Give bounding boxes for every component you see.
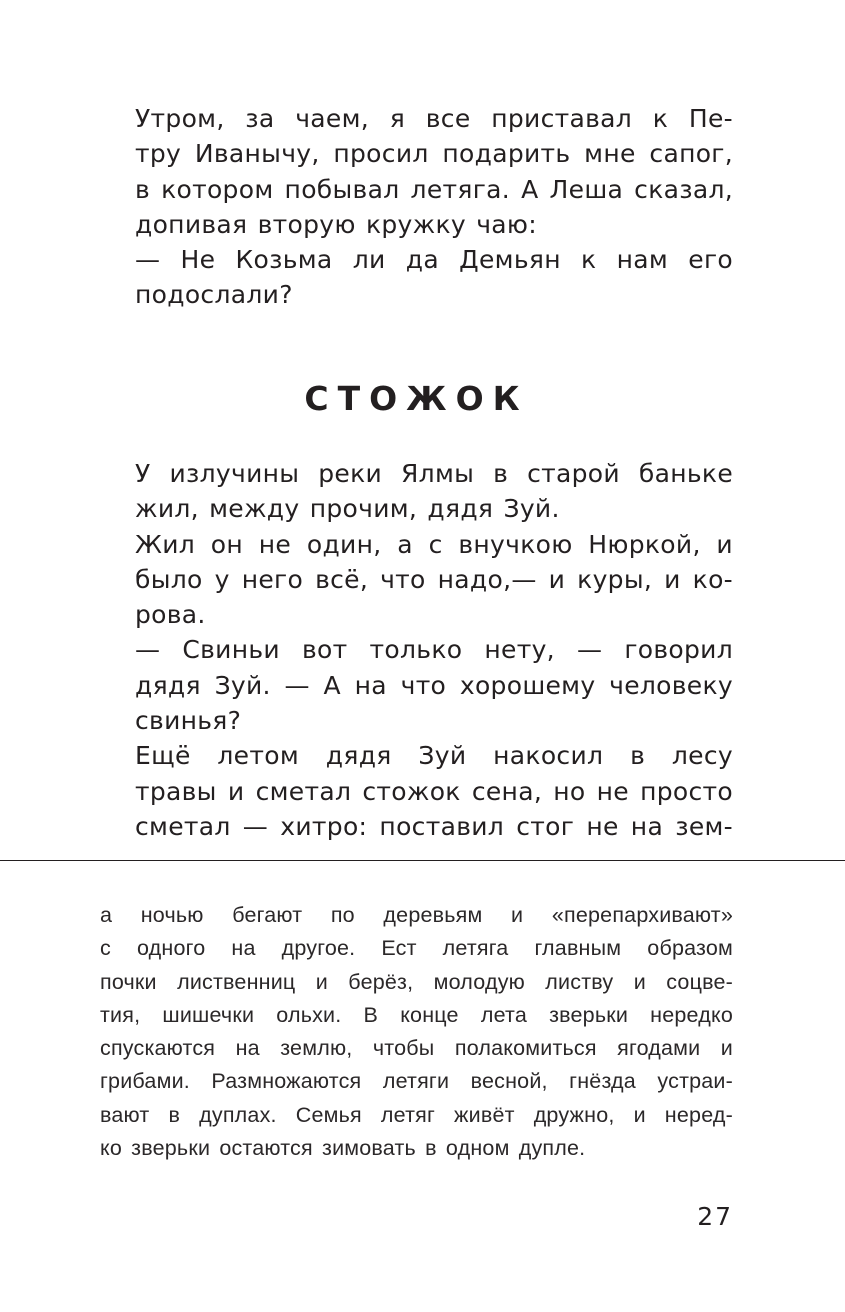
text-line: в котором побывал летяга. А Леша сказал,: [135, 174, 733, 204]
footnote-line: спускаются на землю, чтобы полакомиться ягодами и: [100, 1036, 733, 1061]
text-line: Утром, за чаем, я все приставал к Пе-: [135, 104, 733, 133]
intro-text: [100, 101, 733, 313]
intro-paragraph: [100, 242, 733, 313]
footnote-line: грибами. Размножаются летяги весной, гнёзда устраи-: [100, 1069, 733, 1094]
footnote-line: ко зверьки остаются зимовать в одном дупле.: [100, 1136, 586, 1161]
text-line: травы и сметал стожок сена, но не просто: [135, 776, 733, 806]
text-line: подослали?: [135, 280, 293, 310]
text-line: Ещё летом дядя Зуй накосил в лесу: [135, 741, 733, 771]
text-line: жил, между прочим, дядя Зуй.: [135, 494, 560, 524]
text-line: У излучины реки Ялмы в старой баньке: [135, 459, 733, 488]
story-paragraph: [100, 456, 733, 527]
intro-paragraph: [100, 101, 733, 242]
footnote-text: [100, 899, 733, 1165]
text-line: — Не Козьма ли да Демьян к нам его: [135, 245, 733, 275]
story-paragraph: [100, 632, 733, 738]
footnote-line: почки лиственниц и берёз, молодую листву и соцве-: [100, 969, 733, 994]
text-line: тру Иванычу, просил подарить мне сапог,: [135, 139, 733, 169]
text-line: сметал — хитро: поставил стог не на зем-: [135, 811, 733, 841]
footnote-paragraph: [100, 899, 733, 1165]
footnote-line: а ночью бегают по деревьям и «перепархивают»: [100, 903, 733, 927]
text-line: свинья?: [135, 706, 242, 736]
text-line: Жил он не один, а с внучкою Нюркой, и: [135, 529, 733, 559]
story-text: [100, 456, 733, 844]
text-line: было у него всё, что надо,— и куры, и ко-: [135, 564, 733, 594]
story-paragraph: [100, 527, 733, 633]
footnote-divider: [0, 860, 845, 861]
chapter-title: СТОЖОК: [304, 379, 529, 418]
text-line: допивая вторую кружку чаю:: [135, 209, 537, 239]
text-line: — Свиньи вот только нету, — говорил: [135, 635, 733, 665]
footnote-line: тия, шишечки ольхи. В конце лета зверьки нередко: [100, 1002, 733, 1027]
footnote-line: вают в дуплах. Семья летяг живёт дружно, и неред-: [100, 1102, 733, 1127]
footnote-line: с одного на другое. Ест летяга главным образом: [100, 936, 733, 961]
text-line: рова.: [135, 600, 206, 630]
story-paragraph: [100, 738, 733, 844]
page-number: 27: [697, 1202, 733, 1231]
text-line: дядя Зуй. — А на что хорошему человеку: [135, 670, 733, 700]
